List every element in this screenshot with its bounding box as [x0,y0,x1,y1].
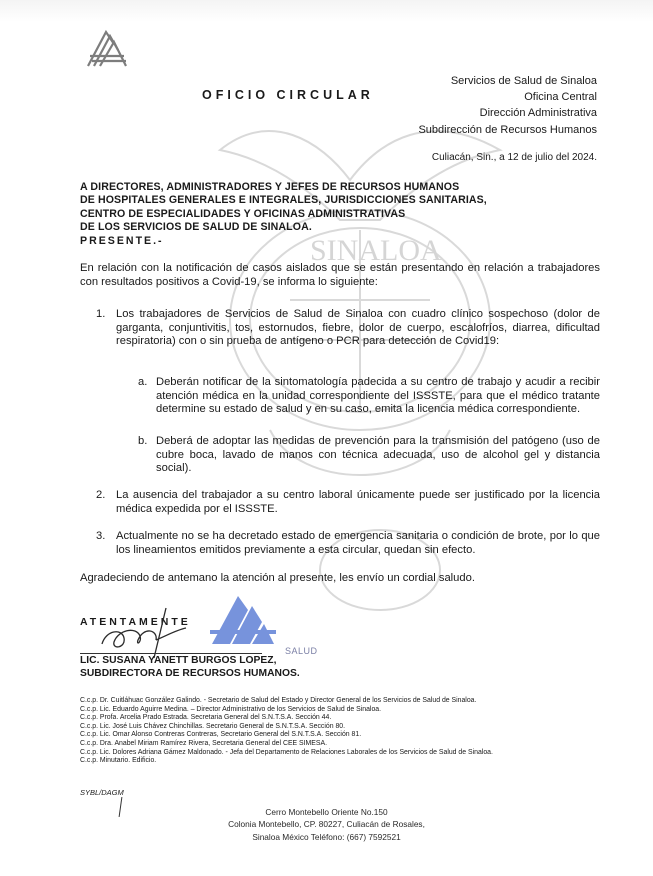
ccp-line: C.c.p. Minutario. Edificio. [80,757,157,765]
signature-line [80,653,262,654]
document-title: OFICIO CIRCULAR [202,88,374,102]
stamp-icon [208,590,278,648]
recipients-block [80,181,487,248]
org-line: Subdirección de Recursos Humanos [418,123,597,136]
sss-logo-icon [84,26,130,72]
ccp-line: C.c.p. Dr. Cuitláhuac González Galindo. - Secretario de Salud del Estado y Director General de los Servicios de Salud de Sinaloa. [80,697,477,704]
seal-text: SINALOA [310,234,442,267]
item-number: 3. [96,530,106,542]
recipient-line: DE LOS SERVICIOS DE SALUD DE SINALOA. [80,221,312,234]
item-number: 1. [96,308,106,320]
list-item: La ausencia del trabajador a su centro laboral únicamente puede ser justificado por la licencia médica expedida por el ISSSTE. [116,489,600,515]
footer-address [0,806,653,843]
sub-list-item: Deberán notificar de la sintomatología padecida a su centro de trabajo y acudir a recibir atención médica en la unidad correspondiente del ISSSTE, para que el médico tratante determine su estado de salud y en su caso, emita la licencia médica correspondiente. [156,376,600,416]
signer-role: SUBDIRECTORA DE RECURSOS HUMANOS. [80,667,300,679]
list-item: Los trabajadores de Servicios de Salud de Sinaloa con cuadro clínico sospechoso (dolor de garganta, conjuntivitis, tos, estornudos, fiebre, dolor de cuerpo, escalofríos, diarrea, dificultad respiratoria) con o sin prueba de antígeno o PCR para detección de Covid19: [116,308,600,348]
recipient-line: CENTRO DE ESPECIALIDADES Y OFICINAS ADMINISTRATIVAS [80,207,406,220]
ccp-line: C.c.p. Lic. Dolores Adriana Gámez Maldonado. - Jefa del Departamento de Relaciones Laborales de los Servicios de Salud de Sinaloa. [80,748,493,756]
stamp-label: SALUD [285,646,318,656]
subitem-letter: b. [138,435,148,447]
initials: SYBL/DAGM [80,788,124,797]
signer-name: LIC. SUSANA YANETT BURGOS LOPEZ, [80,655,277,666]
ccp-line: C.c.p. Lic. Eduardo Aguirre Medina. – Director Administrativo de los Servicios de Salud de Sinaloa. [80,705,382,713]
sub-list-item: Deberá de adoptar las medidas de prevención para la transmisión del patógeno (uso de cubre boca, lavado de manos con técnica adecuada, uso de alcohol gel y distancia social). [156,435,600,475]
presente-line: PRESENTE.- [80,234,164,247]
subitem-letter: a. [138,376,148,388]
ccp-line: C.c.p. Lic. Omar Alonso Contreras Contreras, Secretario General del S.N.T.S.A. Sección 81. [80,731,362,739]
closing-paragraph: Agradeciendo de antemano la atención al presente, les envío un cordial saludo. [80,572,475,584]
footer-line: Colonia Montebello, CP. 80227, Culiacán de Rosales, [228,819,425,830]
ccp-line: C.c.p. Profa. Arcelia Prado Estrada. Secretaria General del S.N.T.S.A. Sección 44. [80,714,332,722]
item-number: 2. [96,489,106,501]
signature-icon [96,600,196,660]
ccp-line: C.c.p. Dra. Anabel Miriam Ramírez Rivera, Secretaria General del CEE SIMESA. [80,739,327,747]
org-header [418,73,597,138]
org-line: Servicios de Salud de Sinaloa [450,75,597,87]
footer-line: Sinaloa México Teléfono: (667) 7592521 [252,831,401,842]
org-line: Oficina Central [524,91,597,104]
recipient-line: DE HOSPITALES GENERALES E INTEGRALES, JURISDICCIONES SANITARIAS, [80,194,487,207]
ccp-list [80,697,493,766]
recipient-line: A DIRECTORES, ADMINISTRADORES Y JEFES DE RECURSOS HUMANOS [80,181,460,193]
atentamente-label: ATENTAMENTE [80,616,191,628]
org-line: Dirección Administrativa [479,107,597,120]
intro-paragraph: En relación con la notificación de casos aislados que se están presentando en relación a trabajadores con resultados positivos a Covid-19, se informa lo siguiente: [80,262,600,288]
document-date: Culiacán, Sin., a 12 de julio del 2024. [431,152,597,163]
list-item: Actualmente no se ha decretado estado de emergencia sanitaria o condición de brote, por lo que los lineamientos emitidos previamente a esta circular, quedan sin efecto. [116,530,600,556]
ccp-line: C.c.p. Lic. José Luis Chávez Chinchillas. Secretario General de S.N.T.S.A. Sección 80. [80,722,346,730]
footer-line: Cerro Montebello Oriente No.150 [265,807,388,817]
signer-block [80,655,300,680]
